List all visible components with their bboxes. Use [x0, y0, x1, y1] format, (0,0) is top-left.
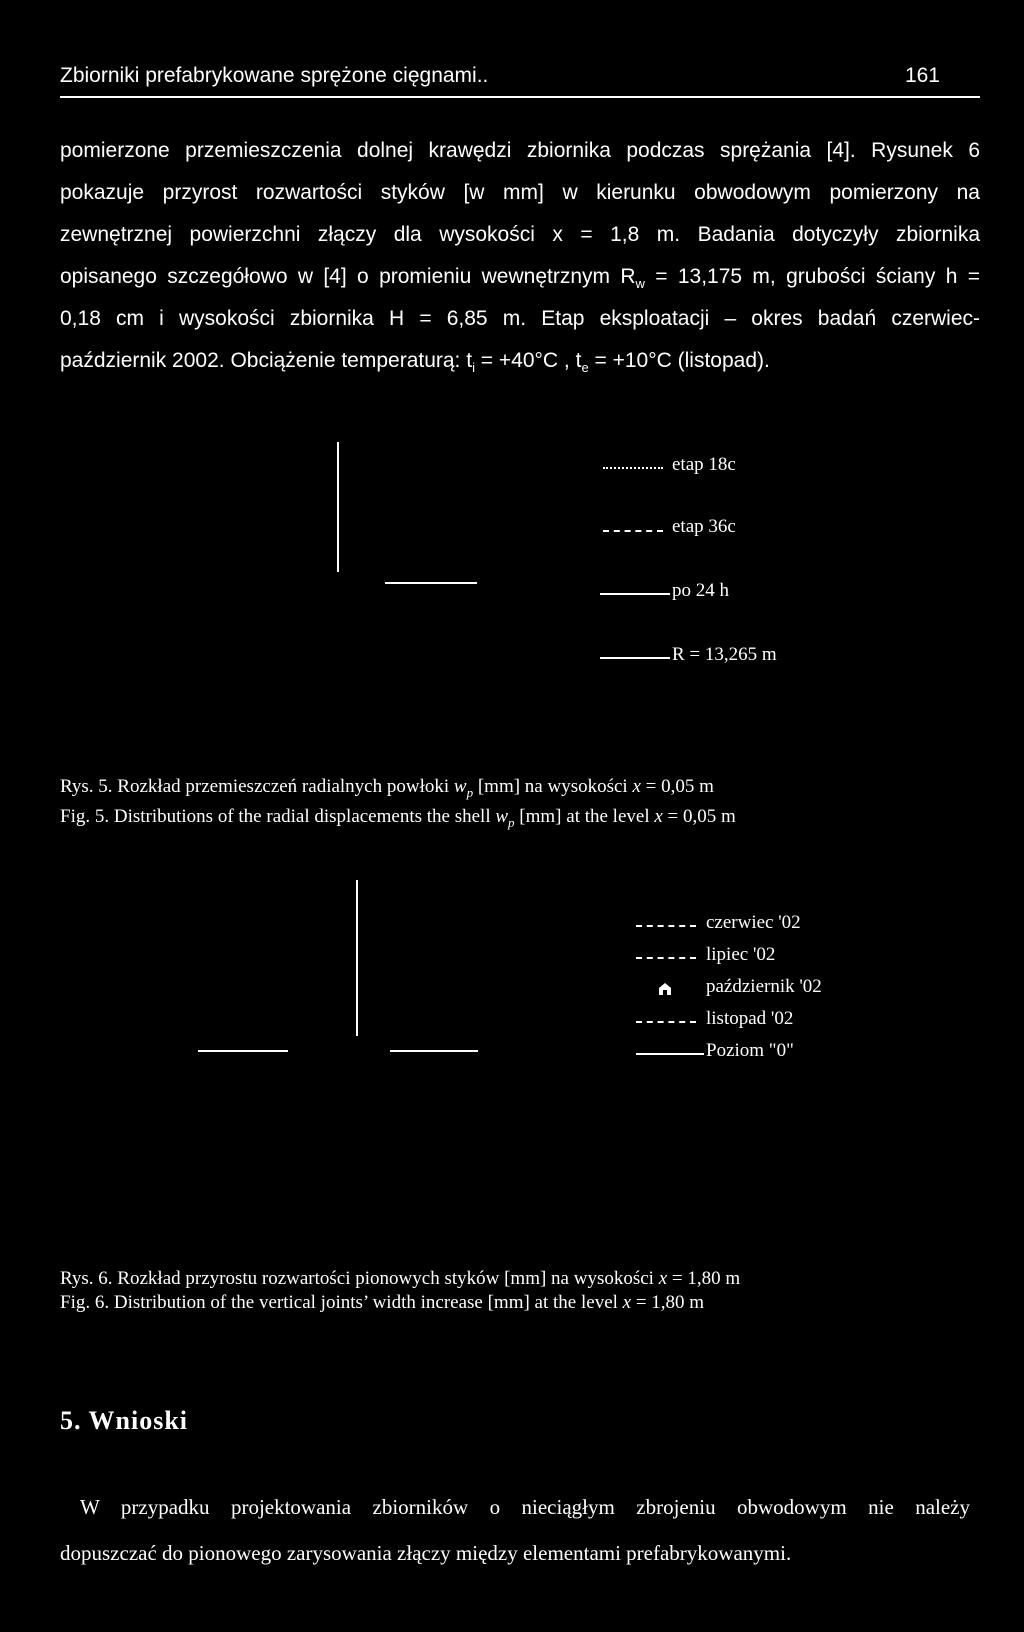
fig6-axis-left — [198, 1050, 288, 1052]
fig6-legend-line-lipiec — [636, 957, 696, 959]
conclusion-paragraph — [60, 1484, 970, 1576]
figure-5-caption-en: Fig. 5. Distributions of the radial displacements the shell $w_p$ [mm] at the level x = 0,05 m — [60, 805, 736, 830]
fig6-legend-poziom: Poziom "0" — [706, 1040, 794, 1061]
paragraph-line-5: 0,18 cm i wysokości zbiornika H = 6,85 m. Etap eksploatacji – okres badań czerwiec- — [60, 307, 980, 330]
paragraph-line-6: październik 2002. Obciążenie temperaturą: $t_i = +40^\circ C$ , $t_e = +10^\circ C$ (listopad). — [60, 349, 770, 376]
figure-6-caption-pl: Rys. 6. Rozkład przyrostu rozwartości pionowych styków [mm] na wysokości x = 1,80 m — [60, 1268, 741, 1289]
section-title: 5. Wnioski — [60, 1406, 189, 1435]
fig5-legend-etap36c: etap 36c — [672, 516, 736, 537]
running-header — [60, 64, 980, 98]
fig5-legend-radius: R = 13,265 m — [672, 644, 777, 665]
fig6-legend-listopad: listopad '02 — [706, 1008, 794, 1029]
figure-6 — [0, 870, 1024, 1100]
paragraph-line-4: opisanego szczegółowo w [4] o promieniu wewnętrznym $R_w = 13,175$ m, grubości ściany h = — [60, 265, 980, 292]
fig6-legend-line-poziom — [636, 1053, 704, 1055]
fig5-legend-etap18c: etap 18c — [672, 454, 736, 475]
fig6-axis-vertical — [356, 880, 358, 1036]
fig5-axis-horizontal — [385, 582, 477, 584]
fig5-legend-line-po24h — [600, 593, 670, 595]
conclusion-line-1: W przypadku projektowania zbiorników o nieciągłym zbrojeniu obwodowym nie należy — [80, 1495, 970, 1519]
conclusion-line-2: dopuszczać do pionowego zarysowania złączy między elementami prefabrykowanymi. — [60, 1541, 792, 1565]
figure-6-caption — [60, 1268, 980, 1314]
fig5-legend-line-etap18c — [603, 467, 663, 469]
fig6-legend-pazdziernik: październik '02 — [706, 976, 822, 997]
figure-6-caption-en: Fig. 6. Distribution of the vertical joints’ width increase [mm] at the level x = 1,80 m — [60, 1292, 705, 1313]
fig5-axis-vertical — [337, 442, 339, 572]
fig6-legend-czerwiec: czerwiec '02 — [706, 912, 801, 933]
fig6-legend-line-listopad — [636, 1021, 696, 1023]
fig6-legend-line-czerwiec — [636, 925, 696, 927]
figure-5-caption-pl: Rys. 5. Rozkład przemieszczeń radialnych powłoki $w_p$ [mm] na wysokości x = 0,05 m — [60, 776, 714, 800]
header-title: Zbiorniki prefabrykowane sprężone cięgnami.. — [60, 64, 489, 87]
fig6-legend-lipiec: lipiec '02 — [706, 944, 776, 965]
fig5-legend-po24h: po 24 h — [672, 580, 729, 601]
house-marker-icon — [658, 982, 672, 1001]
fig5-legend-line-radius — [600, 657, 670, 659]
paragraph-line-3: zewnętrznej powierzchni złączy dla wysokości x = 1,8 m. Badania dotyczyły zbiornika — [60, 223, 980, 246]
fig6-axis-right — [390, 1050, 478, 1052]
figure-5-caption — [60, 776, 980, 834]
body-paragraph — [60, 130, 980, 382]
figure-5 — [0, 430, 1024, 730]
page-number: 161 — [904, 64, 940, 87]
paragraph-line-1: pomierzone przemieszczenia dolnej krawędzi zbiornika podczas sprężania [4]. Rysunek 6 — [60, 139, 980, 162]
paragraph-line-2: pokazuje przyrost rozwartości styków [w mm] w kierunku obwodowym pomierzony na — [60, 181, 980, 204]
fig5-legend-line-etap36c — [603, 530, 663, 532]
